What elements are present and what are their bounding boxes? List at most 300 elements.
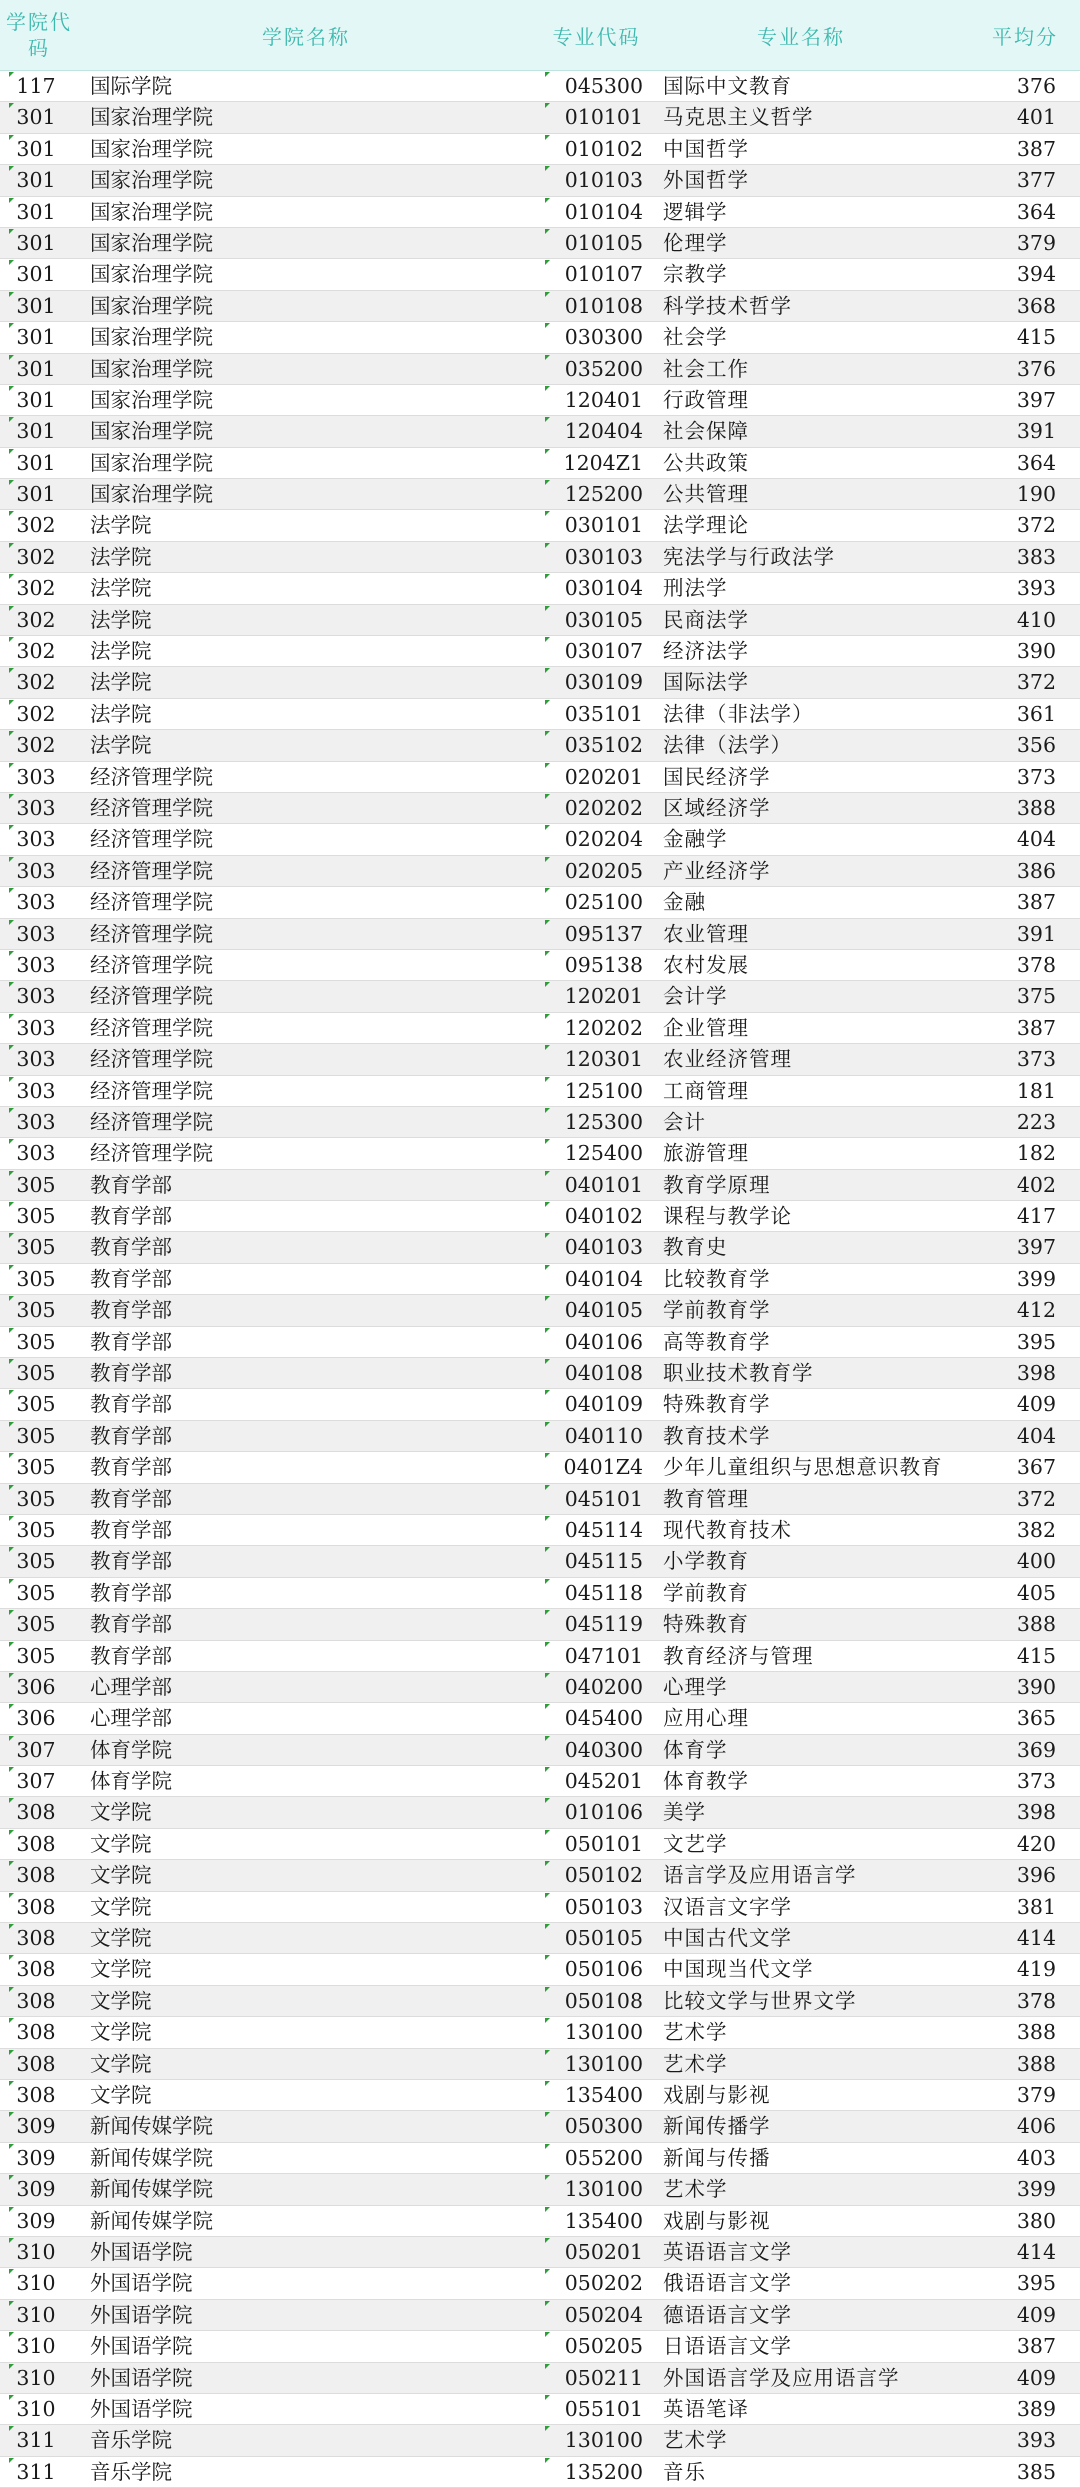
cell-college-code: 305 xyxy=(16,1486,56,1511)
cell-major-code: 030105 xyxy=(564,607,643,632)
cell-major-code: 050201 xyxy=(564,2239,643,2264)
cell-college-name: 心理学部 xyxy=(90,1674,172,1699)
cell-college-code: 308 xyxy=(16,1831,56,1856)
cell-major-name: 体育教学 xyxy=(663,1769,749,1794)
cell-college-name: 经济管理学院 xyxy=(90,1015,213,1040)
cell-college-name: 教育学部 xyxy=(90,1361,172,1386)
cell-marker-icon xyxy=(545,1233,550,1238)
cell-college-name: 文学院 xyxy=(90,2083,152,2107)
cell-major-code: 010105 xyxy=(564,230,643,255)
cell-major-name: 逻辑学 xyxy=(663,199,728,224)
cell-marker-icon xyxy=(545,1798,550,1803)
cell-college-code: 303 xyxy=(16,827,56,852)
table-row xyxy=(0,1860,1080,1891)
cell-marker-icon xyxy=(9,2018,14,2023)
cell-college-name: 音乐学院 xyxy=(90,2428,172,2453)
cell-major-name: 音乐 xyxy=(663,2459,706,2484)
cell-avg-score: 398 xyxy=(1016,1800,1056,1825)
table-row xyxy=(0,1295,1080,1326)
cell-marker-icon xyxy=(545,2207,550,2212)
cell-college-code: 308 xyxy=(16,1863,56,1888)
table-row xyxy=(0,1797,1080,1828)
cell-college-name: 新闻传媒学院 xyxy=(90,2208,213,2233)
cell-major-code: 030300 xyxy=(564,325,643,350)
cell-college-name: 国家治理学院 xyxy=(90,136,213,161)
cell-avg-score: 390 xyxy=(1016,639,1056,664)
cell-marker-icon xyxy=(9,2207,14,2212)
cell-college-name: 教育学部 xyxy=(90,1517,172,1542)
table-row xyxy=(0,2017,1080,2048)
cell-major-code: 040105 xyxy=(564,1298,643,1323)
header-avg-score: 平均分 xyxy=(992,24,1058,49)
cell-major-code: 040300 xyxy=(564,1737,643,1762)
cell-college-code: 309 xyxy=(16,2208,56,2233)
cell-major-code: 130100 xyxy=(564,2428,643,2453)
header-major-name: 专业名称 xyxy=(757,24,845,49)
cell-avg-score: 395 xyxy=(1016,2271,1056,2296)
cell-major-code: 040106 xyxy=(564,1329,643,1354)
cell-major-name: 农业经济管理 xyxy=(663,1047,792,1072)
cell-marker-icon xyxy=(9,1390,14,1395)
cell-college-name: 新闻传媒学院 xyxy=(90,2114,213,2139)
cell-major-name: 艺术学 xyxy=(663,2020,728,2045)
cell-marker-icon xyxy=(545,888,550,893)
cell-major-code: 050204 xyxy=(564,2302,643,2327)
cell-major-code: 055101 xyxy=(564,2396,643,2421)
cell-major-name: 工商管理 xyxy=(663,1078,749,1103)
cell-major-name: 宗教学 xyxy=(663,262,728,287)
cell-marker-icon xyxy=(9,700,14,705)
cell-college-code: 301 xyxy=(16,325,56,350)
cell-marker-icon xyxy=(545,355,550,360)
cell-marker-icon xyxy=(545,1328,550,1333)
cell-major-code: 125400 xyxy=(564,1141,643,1166)
cell-marker-icon xyxy=(545,1485,550,1490)
cell-college-code: 305 xyxy=(16,1361,56,1386)
cell-avg-score: 181 xyxy=(1016,1078,1056,1103)
cell-college-code: 305 xyxy=(16,1455,56,1480)
cell-marker-icon xyxy=(9,2426,14,2431)
cell-college-name: 教育学部 xyxy=(90,1580,172,1605)
cell-college-name: 国家治理学院 xyxy=(90,419,213,444)
cell-college-name: 教育学部 xyxy=(90,1266,172,1291)
cell-college-code: 307 xyxy=(16,1737,56,1762)
cell-avg-score: 378 xyxy=(1016,952,1056,977)
table-row xyxy=(0,730,1080,761)
cell-college-code: 303 xyxy=(16,984,56,1009)
table-row xyxy=(0,667,1080,698)
cell-marker-icon xyxy=(545,1202,550,1207)
cell-major-name: 学前教育 xyxy=(663,1580,749,1605)
cell-college-code: 308 xyxy=(16,1894,56,1919)
cell-college-code: 305 xyxy=(16,1235,56,1260)
cell-avg-score: 414 xyxy=(1016,2239,1056,2264)
cell-marker-icon xyxy=(545,166,550,171)
cell-avg-score: 399 xyxy=(1016,2177,1056,2202)
cell-marker-icon xyxy=(9,825,14,830)
cell-major-code: 120202 xyxy=(564,1015,643,1040)
cell-marker-icon xyxy=(545,1955,550,1960)
cell-marker-icon xyxy=(545,1924,550,1929)
cell-marker-icon xyxy=(9,1296,14,1301)
table-row xyxy=(0,1076,1080,1107)
cell-college-code: 303 xyxy=(16,921,56,946)
cell-avg-score: 364 xyxy=(1016,199,1056,224)
table-row xyxy=(0,385,1080,416)
cell-avg-score: 372 xyxy=(1016,670,1056,695)
cell-marker-icon xyxy=(545,2112,550,2117)
cell-major-name: 中国古代文学 xyxy=(663,1926,792,1951)
cell-major-code: 040103 xyxy=(564,1235,643,1260)
cell-avg-score: 405 xyxy=(1016,1580,1056,1605)
cell-marker-icon xyxy=(545,323,550,328)
cell-major-name: 比较文学与世界文学 xyxy=(663,1988,857,2013)
cell-marker-icon xyxy=(9,2364,14,2369)
cell-major-code: 055200 xyxy=(564,2145,643,2170)
cell-avg-score: 393 xyxy=(1016,2428,1056,2453)
cell-avg-score: 368 xyxy=(1016,293,1056,318)
cell-college-code: 305 xyxy=(16,1517,56,1542)
cell-major-name: 俄语语言文学 xyxy=(663,2271,792,2296)
cell-major-code: 010102 xyxy=(564,136,643,161)
cell-college-name: 外国语学院 xyxy=(90,2365,193,2390)
cell-major-code: 120201 xyxy=(564,984,643,1009)
table-row xyxy=(0,1044,1080,1075)
cell-major-name: 应用心理 xyxy=(663,1706,749,1731)
cell-major-name: 心理学 xyxy=(663,1674,728,1699)
cell-college-name: 文学院 xyxy=(90,1894,152,1919)
cell-major-name: 学前教育学 xyxy=(663,1298,771,1323)
cell-major-name: 法律（法学） xyxy=(663,733,792,758)
cell-major-code: 010101 xyxy=(564,105,643,130)
cell-major-name: 高等教育学 xyxy=(663,1329,771,1354)
cell-avg-score: 190 xyxy=(1016,482,1056,507)
table-body xyxy=(0,71,1080,2488)
cell-marker-icon xyxy=(545,1422,550,1427)
cell-marker-icon xyxy=(545,2301,550,2306)
cell-marker-icon xyxy=(545,417,550,422)
cell-marker-icon xyxy=(9,1610,14,1615)
cell-avg-score: 376 xyxy=(1016,74,1056,98)
cell-major-code: 040109 xyxy=(564,1392,643,1417)
cell-major-name: 金融 xyxy=(663,890,706,915)
cell-marker-icon xyxy=(9,731,14,736)
table-row xyxy=(0,2237,1080,2268)
cell-marker-icon xyxy=(545,763,550,768)
table-row xyxy=(0,1358,1080,1389)
cell-avg-score: 182 xyxy=(1016,1141,1056,1166)
cell-avg-score: 223 xyxy=(1016,1109,1056,1134)
cell-major-name: 产业经济学 xyxy=(663,858,771,883)
cell-college-name: 经济管理学院 xyxy=(90,858,213,883)
cell-major-code: 135400 xyxy=(564,2083,643,2107)
cell-avg-score: 402 xyxy=(1016,1172,1056,1197)
table-row xyxy=(0,1452,1080,1483)
cell-college-name: 经济管理学院 xyxy=(90,984,213,1009)
cell-marker-icon xyxy=(545,2269,550,2274)
cell-college-code: 310 xyxy=(16,2271,56,2296)
table-row xyxy=(0,228,1080,259)
cell-college-name: 经济管理学院 xyxy=(90,952,213,977)
cell-college-name: 外国语学院 xyxy=(90,2334,193,2359)
table-row xyxy=(0,2174,1080,2205)
table-row xyxy=(0,291,1080,322)
table-row xyxy=(0,1766,1080,1797)
table-row xyxy=(0,2363,1080,2394)
table-row xyxy=(0,856,1080,887)
cell-college-code: 311 xyxy=(16,2428,56,2453)
table-row xyxy=(0,1170,1080,1201)
cell-college-name: 音乐学院 xyxy=(90,2459,172,2484)
table-row xyxy=(0,950,1080,981)
cell-avg-score: 365 xyxy=(1016,1706,1056,1731)
cell-marker-icon xyxy=(545,1390,550,1395)
table-row xyxy=(0,1389,1080,1420)
cell-avg-score: 373 xyxy=(1016,1047,1056,1072)
cell-major-code: 030104 xyxy=(564,576,643,601)
cell-major-name: 刑法学 xyxy=(663,576,728,601)
table-row xyxy=(0,102,1080,133)
cell-college-code: 302 xyxy=(16,576,56,601)
table-row xyxy=(0,322,1080,353)
table-row xyxy=(0,605,1080,636)
cell-marker-icon xyxy=(9,1955,14,1960)
table-row xyxy=(0,1232,1080,1263)
cell-college-code: 303 xyxy=(16,890,56,915)
cell-college-code: 310 xyxy=(16,2365,56,2390)
cell-avg-score: 386 xyxy=(1016,858,1056,883)
cell-marker-icon xyxy=(9,355,14,360)
cell-avg-score: 391 xyxy=(1016,921,1056,946)
cell-marker-icon xyxy=(545,386,550,391)
cell-major-code: 035102 xyxy=(564,733,643,758)
cell-marker-icon xyxy=(9,2269,14,2274)
cell-major-name: 体育学 xyxy=(663,1737,728,1762)
cell-college-name: 国家治理学院 xyxy=(90,293,213,318)
table-row xyxy=(0,1421,1080,1452)
cell-marker-icon xyxy=(9,72,14,77)
cell-major-name: 马克思主义哲学 xyxy=(663,105,814,130)
cell-marker-icon xyxy=(9,260,14,265)
cell-major-code: 050211 xyxy=(564,2365,643,2390)
cell-college-name: 新闻传媒学院 xyxy=(90,2177,213,2202)
cell-marker-icon xyxy=(9,166,14,171)
cell-college-code: 301 xyxy=(16,450,56,475)
cell-avg-score: 403 xyxy=(1016,2145,1056,2170)
cell-college-code: 305 xyxy=(16,1580,56,1605)
table-row xyxy=(0,1829,1080,1860)
cell-marker-icon xyxy=(9,2332,14,2337)
cell-major-code: 030103 xyxy=(564,544,643,569)
cell-major-name: 艺术学 xyxy=(663,2177,728,2202)
cell-avg-score: 393 xyxy=(1016,576,1056,601)
cell-major-code: 045119 xyxy=(564,1612,643,1637)
cell-major-name: 经济法学 xyxy=(663,639,749,664)
cell-marker-icon xyxy=(545,260,550,265)
cell-major-code: 050106 xyxy=(564,1957,643,1982)
cell-avg-score: 373 xyxy=(1016,764,1056,789)
cell-marker-icon xyxy=(545,72,550,77)
cell-major-code: 035200 xyxy=(564,356,643,381)
cell-college-name: 教育学部 xyxy=(90,1486,172,1511)
cell-major-name: 语言学及应用语言学 xyxy=(663,1863,857,1888)
header-college-code: 学院代码 xyxy=(6,10,72,60)
cell-marker-icon xyxy=(545,1610,550,1615)
cell-college-code: 302 xyxy=(16,670,56,695)
cell-college-code: 308 xyxy=(16,2020,56,2045)
cell-college-code: 303 xyxy=(16,795,56,820)
cell-major-name: 公共政策 xyxy=(663,450,749,475)
cell-marker-icon xyxy=(9,888,14,893)
cell-college-code: 301 xyxy=(16,356,56,381)
cell-major-code: 050205 xyxy=(564,2334,643,2359)
cell-major-code: 130100 xyxy=(564,2051,643,2076)
cell-college-code: 301 xyxy=(16,419,56,444)
cell-marker-icon xyxy=(9,1139,14,1144)
cell-college-code: 310 xyxy=(16,2334,56,2359)
cell-marker-icon xyxy=(545,1830,550,1835)
cell-major-code: 020202 xyxy=(564,795,643,820)
cell-major-name: 文艺学 xyxy=(663,1831,728,1856)
cell-marker-icon xyxy=(545,2332,550,2337)
cell-avg-score: 379 xyxy=(1016,2083,1056,2107)
cell-marker-icon xyxy=(9,511,14,516)
cell-marker-icon xyxy=(9,1704,14,1709)
cell-major-name: 职业技术教育学 xyxy=(663,1361,814,1386)
cell-marker-icon xyxy=(545,1014,550,1019)
cell-college-code: 302 xyxy=(16,513,56,538)
table-row xyxy=(0,2206,1080,2237)
cell-college-name: 教育学部 xyxy=(90,1204,172,1229)
cell-major-code: 130100 xyxy=(564,2177,643,2202)
cell-major-code: 025100 xyxy=(564,890,643,915)
cell-marker-icon xyxy=(9,1077,14,1082)
cell-marker-icon xyxy=(9,2238,14,2243)
cell-college-name: 教育学部 xyxy=(90,1643,172,1668)
cell-avg-score: 383 xyxy=(1016,544,1056,569)
cell-marker-icon xyxy=(545,1987,550,1992)
cell-avg-score: 406 xyxy=(1016,2114,1056,2139)
cell-major-name: 中国现当代文学 xyxy=(663,1957,814,1982)
cell-marker-icon xyxy=(9,1579,14,1584)
table-row xyxy=(0,1954,1080,1985)
cell-major-name: 会计学 xyxy=(663,984,728,1009)
cell-avg-score: 379 xyxy=(1016,230,1056,255)
cell-marker-icon xyxy=(545,1736,550,1741)
cell-college-code: 308 xyxy=(16,1988,56,2013)
cell-marker-icon xyxy=(545,2364,550,2369)
cell-college-name: 教育学部 xyxy=(90,1235,172,1260)
cell-avg-score: 387 xyxy=(1016,890,1056,915)
cell-college-code: 311 xyxy=(16,2459,56,2484)
cell-major-code: 020201 xyxy=(564,764,643,789)
table-row xyxy=(0,981,1080,1012)
cell-major-name: 行政管理 xyxy=(663,387,749,412)
cell-marker-icon xyxy=(9,2081,14,2086)
cell-major-code: 010103 xyxy=(564,168,643,193)
cell-marker-icon xyxy=(545,1296,550,1301)
cell-major-code: 130100 xyxy=(564,2020,643,2045)
cell-major-code: 045201 xyxy=(564,1769,643,1794)
cell-college-name: 文学院 xyxy=(90,1926,152,1951)
table-row xyxy=(0,448,1080,479)
cell-major-code: 125100 xyxy=(564,1078,643,1103)
table-row xyxy=(0,71,1080,102)
cell-marker-icon xyxy=(545,2175,550,2180)
table-row xyxy=(0,1703,1080,1734)
cell-major-name: 新闻与传播 xyxy=(663,2145,771,2170)
table-row xyxy=(0,134,1080,165)
cell-major-code: 020204 xyxy=(564,827,643,852)
cell-college-code: 308 xyxy=(16,2083,56,2107)
cell-major-code: 050300 xyxy=(564,2114,643,2139)
cell-college-name: 法学院 xyxy=(90,670,152,695)
cell-college-name: 体育学院 xyxy=(90,1737,172,1762)
cell-avg-score: 420 xyxy=(1016,1831,1056,1856)
cell-avg-score: 361 xyxy=(1016,701,1056,726)
cell-marker-icon xyxy=(545,103,550,108)
cell-marker-icon xyxy=(545,511,550,516)
cell-marker-icon xyxy=(9,1328,14,1333)
cell-college-name: 文学院 xyxy=(90,2020,152,2045)
cell-major-name: 特殊教育 xyxy=(663,1612,749,1637)
cell-marker-icon xyxy=(9,480,14,485)
cell-marker-icon xyxy=(9,417,14,422)
cell-marker-icon xyxy=(545,1265,550,1270)
cell-avg-score: 404 xyxy=(1016,827,1056,852)
cell-marker-icon xyxy=(9,2112,14,2117)
cell-college-name: 经济管理学院 xyxy=(90,1047,213,1072)
cell-college-code: 305 xyxy=(16,1392,56,1417)
cell-major-code: 050103 xyxy=(564,1894,643,1919)
table-row xyxy=(0,2268,1080,2299)
cell-major-name: 科学技术哲学 xyxy=(663,293,792,318)
cell-marker-icon xyxy=(9,229,14,234)
cell-marker-icon xyxy=(545,1767,550,1772)
cell-college-name: 法学院 xyxy=(90,733,152,758)
cell-major-code: 135400 xyxy=(564,2208,643,2233)
cell-major-name: 课程与教学论 xyxy=(663,1204,792,1229)
cell-college-name: 教育学部 xyxy=(90,1423,172,1448)
cell-college-code: 301 xyxy=(16,136,56,161)
cell-major-code: 020205 xyxy=(564,858,643,883)
cell-major-name: 汉语言文字学 xyxy=(663,1894,792,1919)
cell-marker-icon xyxy=(545,1673,550,1678)
cell-college-code: 303 xyxy=(16,1078,56,1103)
cell-major-code: 035101 xyxy=(564,701,643,726)
cell-college-code: 303 xyxy=(16,1141,56,1166)
table-row xyxy=(0,416,1080,447)
cell-college-name: 国家治理学院 xyxy=(90,450,213,475)
cell-college-code: 305 xyxy=(16,1612,56,1637)
cell-major-name: 社会保障 xyxy=(663,419,749,444)
cell-major-name: 英语语言文学 xyxy=(663,2239,792,2264)
cell-avg-score: 401 xyxy=(1016,105,1056,130)
cell-avg-score: 412 xyxy=(1016,1298,1056,1323)
table-row xyxy=(0,197,1080,228)
cell-college-name: 国家治理学院 xyxy=(90,482,213,507)
cell-marker-icon xyxy=(9,1798,14,1803)
table-row xyxy=(0,1986,1080,2017)
cell-college-code: 305 xyxy=(16,1298,56,1323)
cell-major-code: 030109 xyxy=(564,670,643,695)
cell-marker-icon xyxy=(545,700,550,705)
cell-marker-icon xyxy=(545,1045,550,1050)
cell-avg-score: 373 xyxy=(1016,1769,1056,1794)
cell-marker-icon xyxy=(545,951,550,956)
cell-marker-icon xyxy=(545,2144,550,2149)
cell-marker-icon xyxy=(545,637,550,642)
